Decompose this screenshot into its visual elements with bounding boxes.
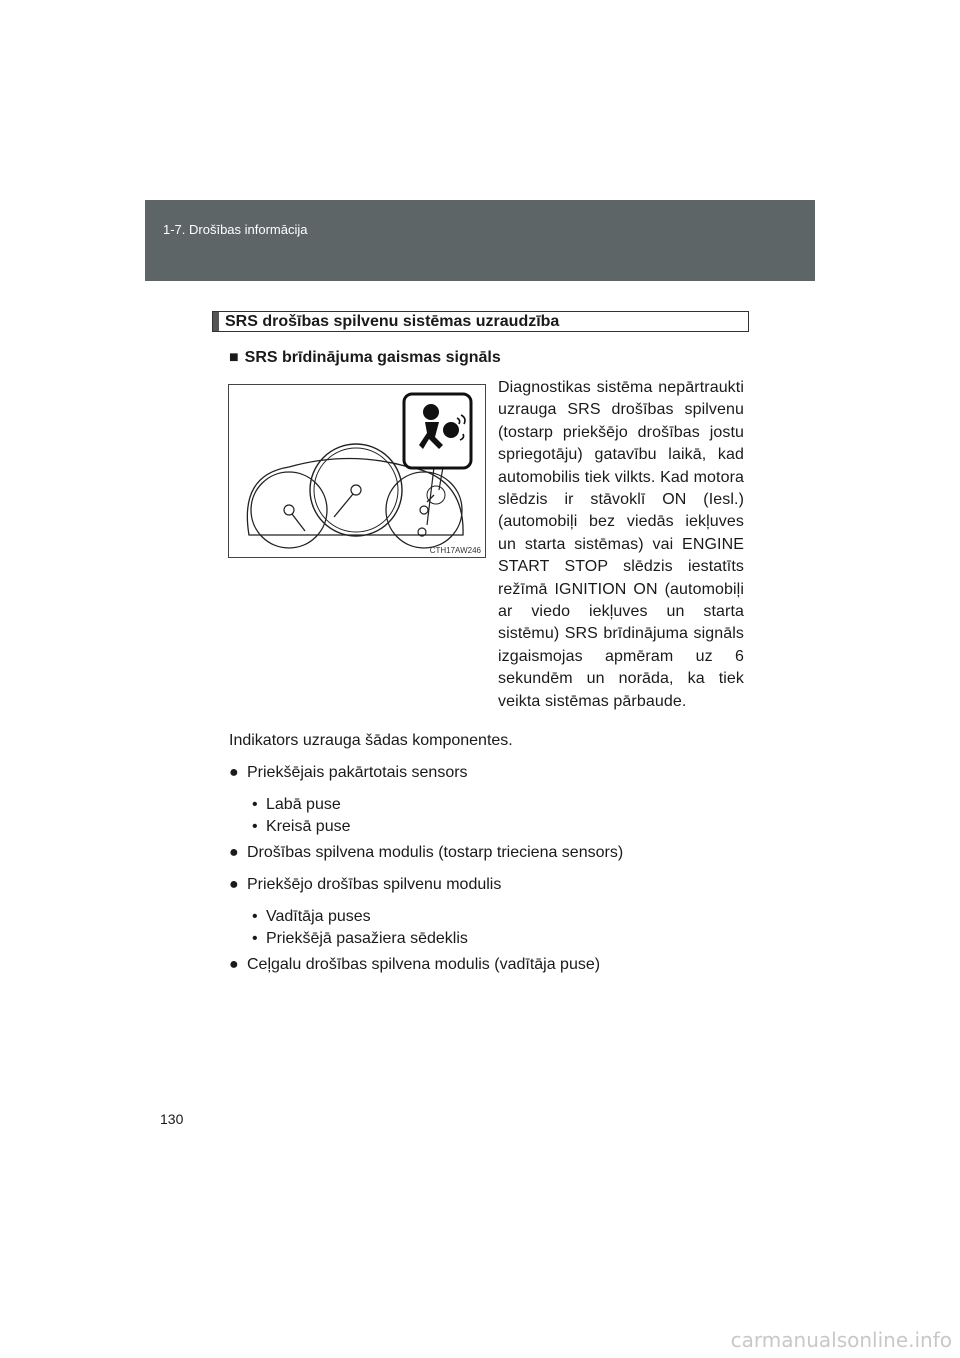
- sub-list-item-text: Vadītāja puses: [266, 908, 371, 925]
- bullet-marker: ●: [229, 764, 239, 781]
- sub-list-item-text: Kreisā puse: [266, 818, 351, 835]
- list-item: [229, 844, 623, 862]
- bullet-marker: ●: [229, 876, 239, 893]
- sub-list-item: [252, 796, 341, 814]
- list-item: [229, 876, 501, 894]
- figure-code: CTH17AW246: [429, 546, 481, 555]
- list-item-text: Ceļgalu drošības spilvena modulis (vadītāja puse): [247, 956, 601, 973]
- sub-marker: •: [252, 930, 258, 947]
- sub-marker: •: [252, 908, 258, 925]
- sub-list-item: [252, 818, 351, 836]
- section-title-box: [212, 311, 749, 332]
- sub-list-item-text: Labā puse: [266, 796, 341, 813]
- description-text: Diagnostikas sistēma nepārtraukti uzrauga SRS drošības spilvenu (tostarp priekšējo drošības jostu spriegotāju) gatavību laikā, kad automobilis tiek vilkts. Kad motora slēdzis ir stāvoklī ON (Iesl.) (automobiļi bez viedās iekļuves un starta sistēmas) vai ENGINE START STOP slēdzis iestatīts režīmā IGNITION ON (automobiļi ar viedo iekļuves un starta sistēmu) SRS brīdinājuma signāls izgaismojas apmēram uz 6 sekundēm un norāda, ka tiek veikta sistēmas pārbaude.: [498, 379, 744, 710]
- subheading-marker: ■: [229, 349, 239, 366]
- bullet-marker: ●: [229, 956, 239, 973]
- header-band: [145, 200, 815, 281]
- section-title: SRS drošības spilvenu sistēmas uzraudzība: [225, 313, 560, 330]
- sub-list-item: [252, 908, 371, 926]
- bullet-marker: ●: [229, 844, 239, 861]
- sub-marker: •: [252, 796, 258, 813]
- sub-marker: •: [252, 818, 258, 835]
- section-marker-bar: [213, 312, 219, 331]
- subheading: [229, 349, 501, 367]
- indicator-intro: Indikators uzrauga šādas komponentes.: [229, 732, 513, 749]
- list-item: [229, 956, 600, 974]
- list-item: [229, 764, 468, 782]
- page-number: 130: [160, 1111, 184, 1127]
- section-breadcrumb: 1-7. Drošības informācija: [163, 222, 308, 237]
- watermark: carmanualsonline.info: [730, 1328, 952, 1352]
- list-item-text: Priekšējo drošības spilvenu modulis: [247, 876, 502, 893]
- list-item-text: Drošības spilvena modulis (tostarp trieciena sensors): [247, 844, 624, 861]
- instrument-cluster-figure: [228, 384, 486, 558]
- subheading-text: SRS brīdinājuma gaismas signāls: [244, 349, 501, 366]
- list-item-text: Priekšējais pakārtotais sensors: [247, 764, 468, 781]
- sub-list-item-text: Priekšējā pasažiera sēdeklis: [266, 930, 468, 947]
- sub-list-item: [252, 930, 468, 948]
- instrument-cluster-illustration: [229, 385, 485, 557]
